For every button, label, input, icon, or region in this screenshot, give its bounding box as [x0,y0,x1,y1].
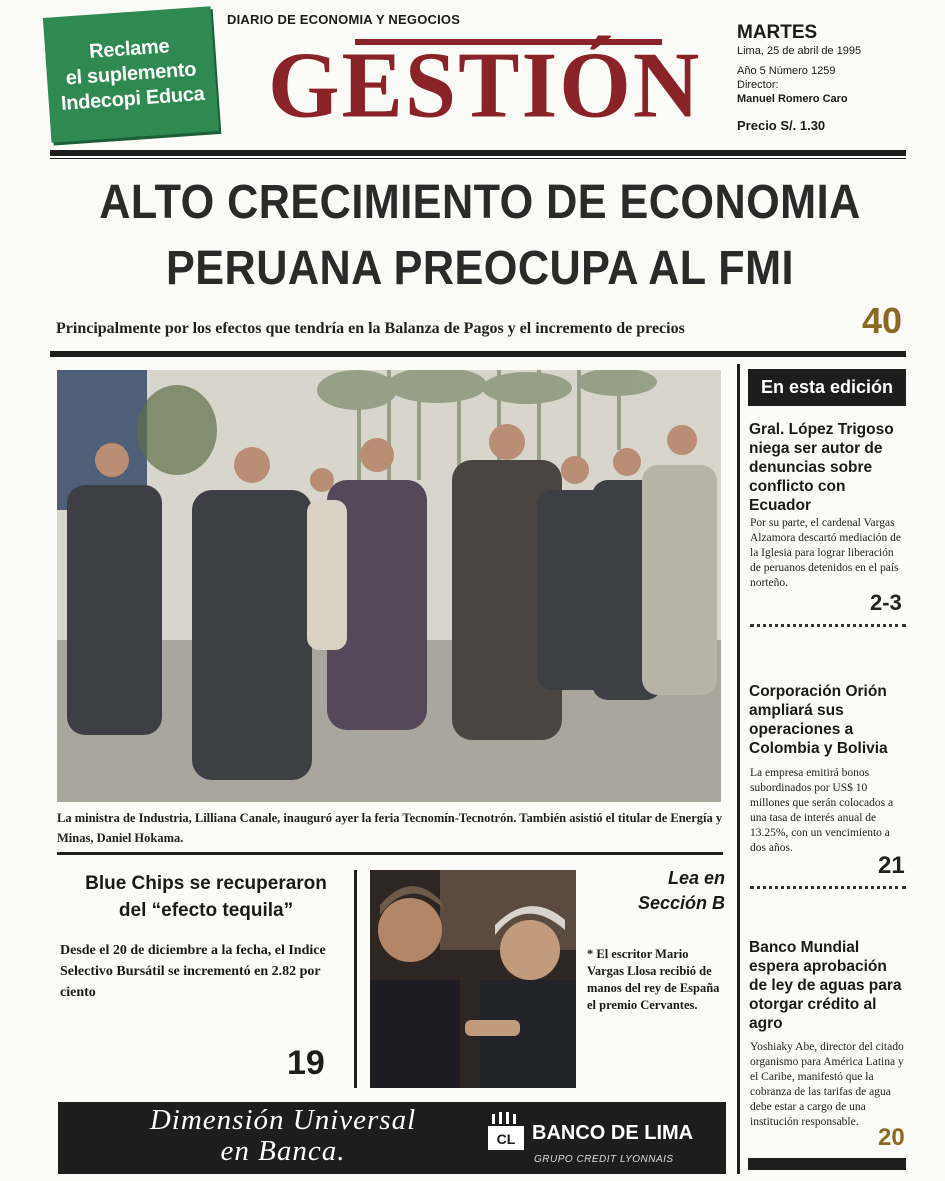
ad-slogan [118,1105,448,1167]
banco-de-lima-ad [58,1102,726,1174]
promo-line-2: el suplemento [65,58,197,90]
lea-en: Lea en [667,868,725,888]
headline-rule [50,351,906,357]
sidebar-story-2-body: La empresa emitirá bonos subordinados por US$ 10 millones que serán colocados a una tasa de interés anual de 13.25%, con un vencimiento a dos años. [750,767,894,854]
sidebar-story-1-body: Por su parte, el cardenal Vargas Alzamora descartó mediación de la Iglesia para lograr liberación de peruanos detenidos en el país norteño. [750,517,902,589]
issue-number: Año 5 Número 1259 [737,65,836,77]
headline-line-2: PERUANA PREOCUPA AL FMI [166,242,794,295]
bank-logo-text: CL [496,1131,516,1147]
ad-bank-group: GRUPO CREDIT LYONNAIS [534,1154,674,1165]
masthead-tagline: DIARIO DE ECONOMIA Y NEGOCIOS [227,12,461,27]
main-photo [57,370,721,802]
sidebar-story-1-title: Gral. López Trigoso niega ser autor de denuncias sobre conflicto con Ecuador [749,421,894,514]
promo-sticker [43,6,219,142]
issue-price: Precio S/. 1.30 [737,118,826,133]
sidebar-separator-2 [750,886,906,889]
sidebar-separator-1 [750,624,906,627]
blue-chips-body: Desde el 20 de diciembre a la fecha, el Indice Selectivo Bursátil se incrementó en 2.82 por ciento [60,943,326,1000]
promo-line-1: Reclame [88,35,170,63]
headline-page-number: 40 [862,300,903,341]
caption-rule [57,852,723,855]
director-label: Director: [737,79,779,91]
sidebar-story-2-page: 21 [878,852,905,879]
masthead-rule [50,150,906,156]
sidebar-story-3-body: Yoshiaky Abe, director del citado organismo para América Latina y el Caribe, manifestó que la cobranza de las tarifas de agua debe estar a cargo de una institución responsable. [750,1041,904,1128]
ad-slogan-line-2: en Banca. [220,1135,346,1167]
blue-chips-title-line-1: Blue Chips se recuperaron [85,873,327,894]
bank-logo-icon [488,1112,524,1152]
ad-bank-name: BANCO DE LIMA [532,1122,694,1144]
promo-line-3: Indecopi Educa [60,82,206,115]
masthead-rule-thin [50,158,906,159]
issue-day: MARTES [737,22,818,43]
blue-chips-title-line-2: del “efecto tequila” [118,900,294,921]
sidebar-story-1-page: 2-3 [870,590,902,615]
blue-chips-page-number: 19 [287,1044,325,1082]
main-headline [98,170,863,302]
ad-slogan-line-1: Dimensión Universal [149,1104,417,1136]
sidebar-bottom-bar [748,1158,906,1170]
cervantes-caption: * El escritor Mario Vargas Llosa recibió de manos del rey de España el premio Cervantes. [587,947,720,1012]
headline-subhead: Principalmente por los efectos que tendría en la Balanza de Pagos y el incremento de precios [56,320,685,337]
crowd-photo-illustration [57,370,721,802]
column-divider [354,870,357,1088]
director-name: Manuel Romero Caro [737,93,848,105]
main-photo-caption: La ministra de Industria, Lilliana Canale, inauguró ayer la feria Tecnomín-Tecnotrón. También asistió el titular de Energía y Minas, Daniel Hokama. [57,811,723,845]
cervantes-photo [370,870,576,1088]
newspaper-logo: GESTIÓN [268,32,702,138]
seccion-b-label [620,866,725,916]
seccion-b: Sección B [637,893,725,913]
sidebar-story-3-title: Banco Mundial espera aprobación de ley de aguas para otorgar crédito al agro [749,939,902,1032]
cervantes-photo-illustration [370,870,576,1088]
sidebar-heading: En esta edición [748,369,906,406]
sidebar-story-3-page: 20 [878,1124,905,1151]
blue-chips-title [58,870,354,924]
issue-date: Lima, 25 de abril de 1995 [737,45,862,57]
sidebar-story-2-title: Corporación Orión ampliará sus operaciones a Colombia y Bolivia [749,683,888,757]
sidebar-divider [737,364,740,1174]
headline-line-1: ALTO CRECIMIENTO DE ECONOMIA [99,176,861,229]
issue-info [737,22,927,133]
